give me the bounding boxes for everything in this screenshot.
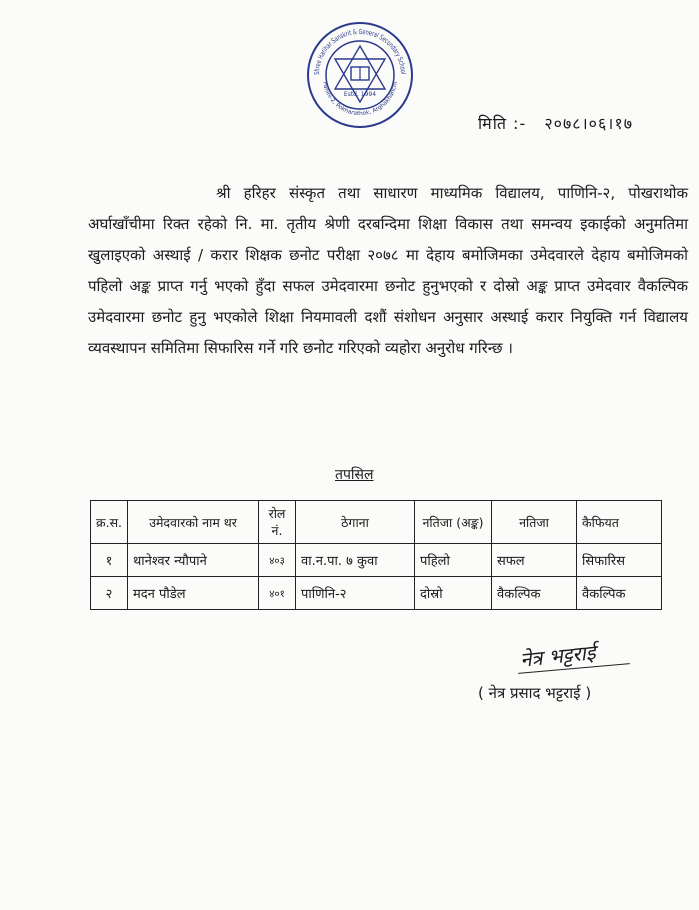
- header-address: ठेगाना: [296, 501, 415, 544]
- result-table: [90, 500, 662, 610]
- letter-body: [88, 178, 688, 364]
- cell-result: वैकल्पिक: [492, 577, 577, 610]
- signer-name: ( नेत्र प्रसाद भट्टराई ): [478, 684, 592, 702]
- seal-school-name: Shree Harihar Sanskrit & General Secondary School: [312, 27, 408, 76]
- cell-name: मदन पौडेल: [128, 577, 259, 610]
- cell-result-marks: दोस्रो: [415, 577, 492, 610]
- table-row: [91, 577, 662, 610]
- cell-remarks: वैकल्पिक: [577, 577, 662, 610]
- cell-reg: ४०३: [259, 544, 296, 577]
- header-sn: क्र.स.: [91, 501, 128, 544]
- date-line: [478, 112, 633, 134]
- header-result-marks: नतिजा (अङ्क): [415, 501, 492, 544]
- cell-name: थानेश्वर न्यौपाने: [128, 544, 259, 577]
- cell-reg: ४०१: [259, 577, 296, 610]
- cell-result-marks: पहिलो: [415, 544, 492, 577]
- cell-address: वा.न.पा. ७ कुवा: [296, 544, 415, 577]
- school-seal-icon: [305, 20, 415, 130]
- body-paragraph: श्री हरिहर संस्कृत तथा साधारण माध्यमिक विद्यालय, पाणिनि-२, पोखराथोक अर्घाखाँचीमा रिक्त रहेको नि. मा. तृतीय श्रेणी दरबन्दिमा शिक्षा विकास तथा समन्वय इकाईको अनुमतिमा खुलाइएको अस्थाई / करार शिक्षक छनोट परीक्षा २०७८ मा देहाय बमोजिमका उमेदवारले देहाय बमोजिमको पहिलो अङ्क प्राप्त गर्नु भएको हुँदा सफल उमेदवारमा छनोट हुनुभएको र दोस्रो अङ्क प्राप्त उमेदवार वैकल्पिक उमेदवारमा छनोट हुनु भएकोले शिक्षा नियमावली दशौं संशोधन अनुसार अस्थाई करार नियुक्ति गर्न विद्यालय व्यवस्थापन समितिमा सिफारिस गर्ने गरि छनोट गरिएको व्यहोरा अनुरोध गरिन्छ ।: [88, 184, 688, 357]
- seal-established: Estd. 1994: [343, 91, 377, 98]
- header-remarks: कैफियत: [577, 501, 662, 544]
- table-row: [91, 544, 662, 577]
- cell-result: सफल: [492, 544, 577, 577]
- date-value: २०७८।०६।१७: [544, 114, 634, 133]
- seal-address: Panini-2, Pokharathok, Arghakhanchi: [321, 81, 399, 118]
- cell-sn: १: [91, 544, 128, 577]
- cell-address: पाणिनि-२: [296, 577, 415, 610]
- table-header-row: [91, 501, 662, 544]
- cell-remarks: सिफारिस: [577, 544, 662, 577]
- signature-scrawl: नेत्र भट्टराई: [519, 640, 597, 672]
- cell-sn: २: [91, 577, 128, 610]
- table-caption: तपसिल: [335, 467, 374, 483]
- header-name: उमेदवारको नाम थर: [128, 501, 259, 544]
- header-result: नतिजा: [492, 501, 577, 544]
- date-label: मिति :-: [478, 114, 527, 133]
- header-reg: रोल नं.: [259, 501, 296, 544]
- svg-text:Panini-2, Pokharathok, Arghakh: [321, 81, 399, 117]
